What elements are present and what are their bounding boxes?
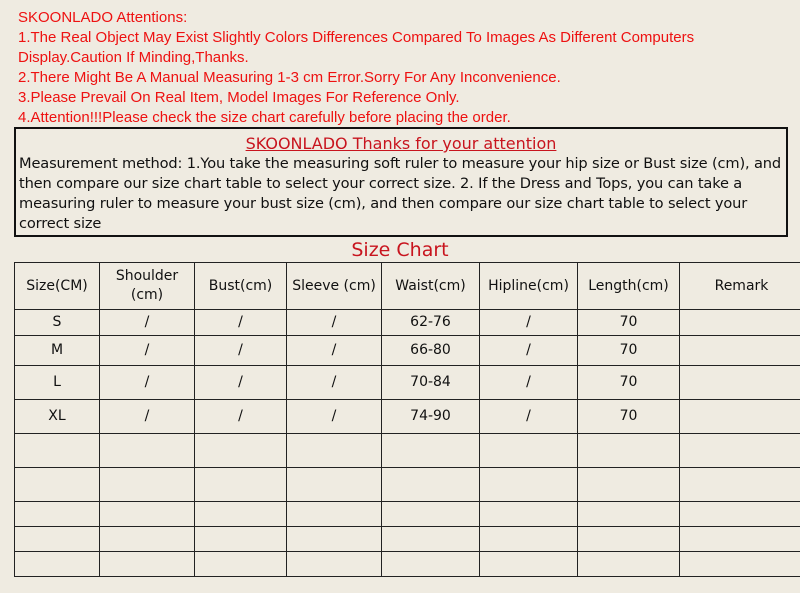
notice-line: 1.The Real Object May Exist Slightly Colors Differences Compared To Images As Different Computers Display.Caution If Minding,Thanks. [18,29,695,66]
empty-row [15,502,800,527]
table-header-row [15,263,800,310]
cell-remark [680,336,800,366]
table-row [15,400,800,434]
cell-shoulder: / [100,400,195,434]
cell-length: 70 [578,310,680,336]
table-row [15,336,800,366]
cell-size: XL [15,400,100,434]
cell-waist: 74-90 [382,400,480,434]
cell-remark [680,366,800,400]
cell-hipline: / [480,310,578,336]
header-length: Length(cm) [578,263,680,310]
empty-row [15,527,800,552]
notice-line: 4.Attention!!!Please check the size chart carefully before placing the order. [18,109,511,126]
header-size: Size(CM) [15,263,100,310]
cell-hipline: / [480,336,578,366]
cell-remark [680,310,800,336]
empty-row [15,434,800,468]
cell-waist: 62-76 [382,310,480,336]
cell-bust: / [195,366,287,400]
header-sleeve: Sleeve (cm) [287,263,382,310]
measurement-method-text: Measurement method: 1.You take the measuring soft ruler to measure your hip size or Bust size (cm), and then compare our size chart table to select your correct size. 2. If the Dress and Tops, you can take a measuring ruler to measure your bust size (cm), and then compare our size chart table to select your correct size [19,155,781,232]
cell-shoulder: / [100,336,195,366]
box-title: SKOONLADO Thanks for your attention [245,134,557,153]
header-remark: Remark [680,263,800,310]
header-shoulder: Shoulder (cm) [100,263,195,310]
cell-bust: / [195,310,287,336]
cell-bust: / [195,400,287,434]
table-row [15,366,800,400]
cell-hipline: / [480,400,578,434]
attention-notice [18,8,788,128]
cell-waist: 66-80 [382,336,480,366]
empty-row [15,552,800,577]
cell-length: 70 [578,400,680,434]
cell-sleeve: / [287,366,382,400]
notice-line: 2.There Might Be A Manual Measuring 1-3 cm Error.Sorry For Any Inconvenience. [18,69,561,86]
header-waist: Waist(cm) [382,263,480,310]
cell-length: 70 [578,336,680,366]
cell-size: M [15,336,100,366]
cell-bust: / [195,336,287,366]
measurement-box [14,127,788,237]
cell-sleeve: / [287,400,382,434]
table-row [15,310,800,336]
cell-size: L [15,366,100,400]
header-hipline: Hipline(cm) [480,263,578,310]
cell-sleeve: / [287,310,382,336]
cell-size: S [15,310,100,336]
cell-sleeve: / [287,336,382,366]
notice-line: 3.Please Prevail On Real Item, Model Images For Reference Only. [18,89,460,106]
cell-hipline: / [480,366,578,400]
notice-line: SKOONLADO Attentions: [18,9,188,26]
header-bust: Bust(cm) [195,263,287,310]
cell-shoulder: / [100,366,195,400]
size-chart-title: Size Chart [351,239,449,261]
size-chart-table [14,262,800,577]
cell-shoulder: / [100,310,195,336]
cell-waist: 70-84 [382,366,480,400]
empty-row [15,468,800,502]
cell-remark [680,400,800,434]
cell-length: 70 [578,366,680,400]
